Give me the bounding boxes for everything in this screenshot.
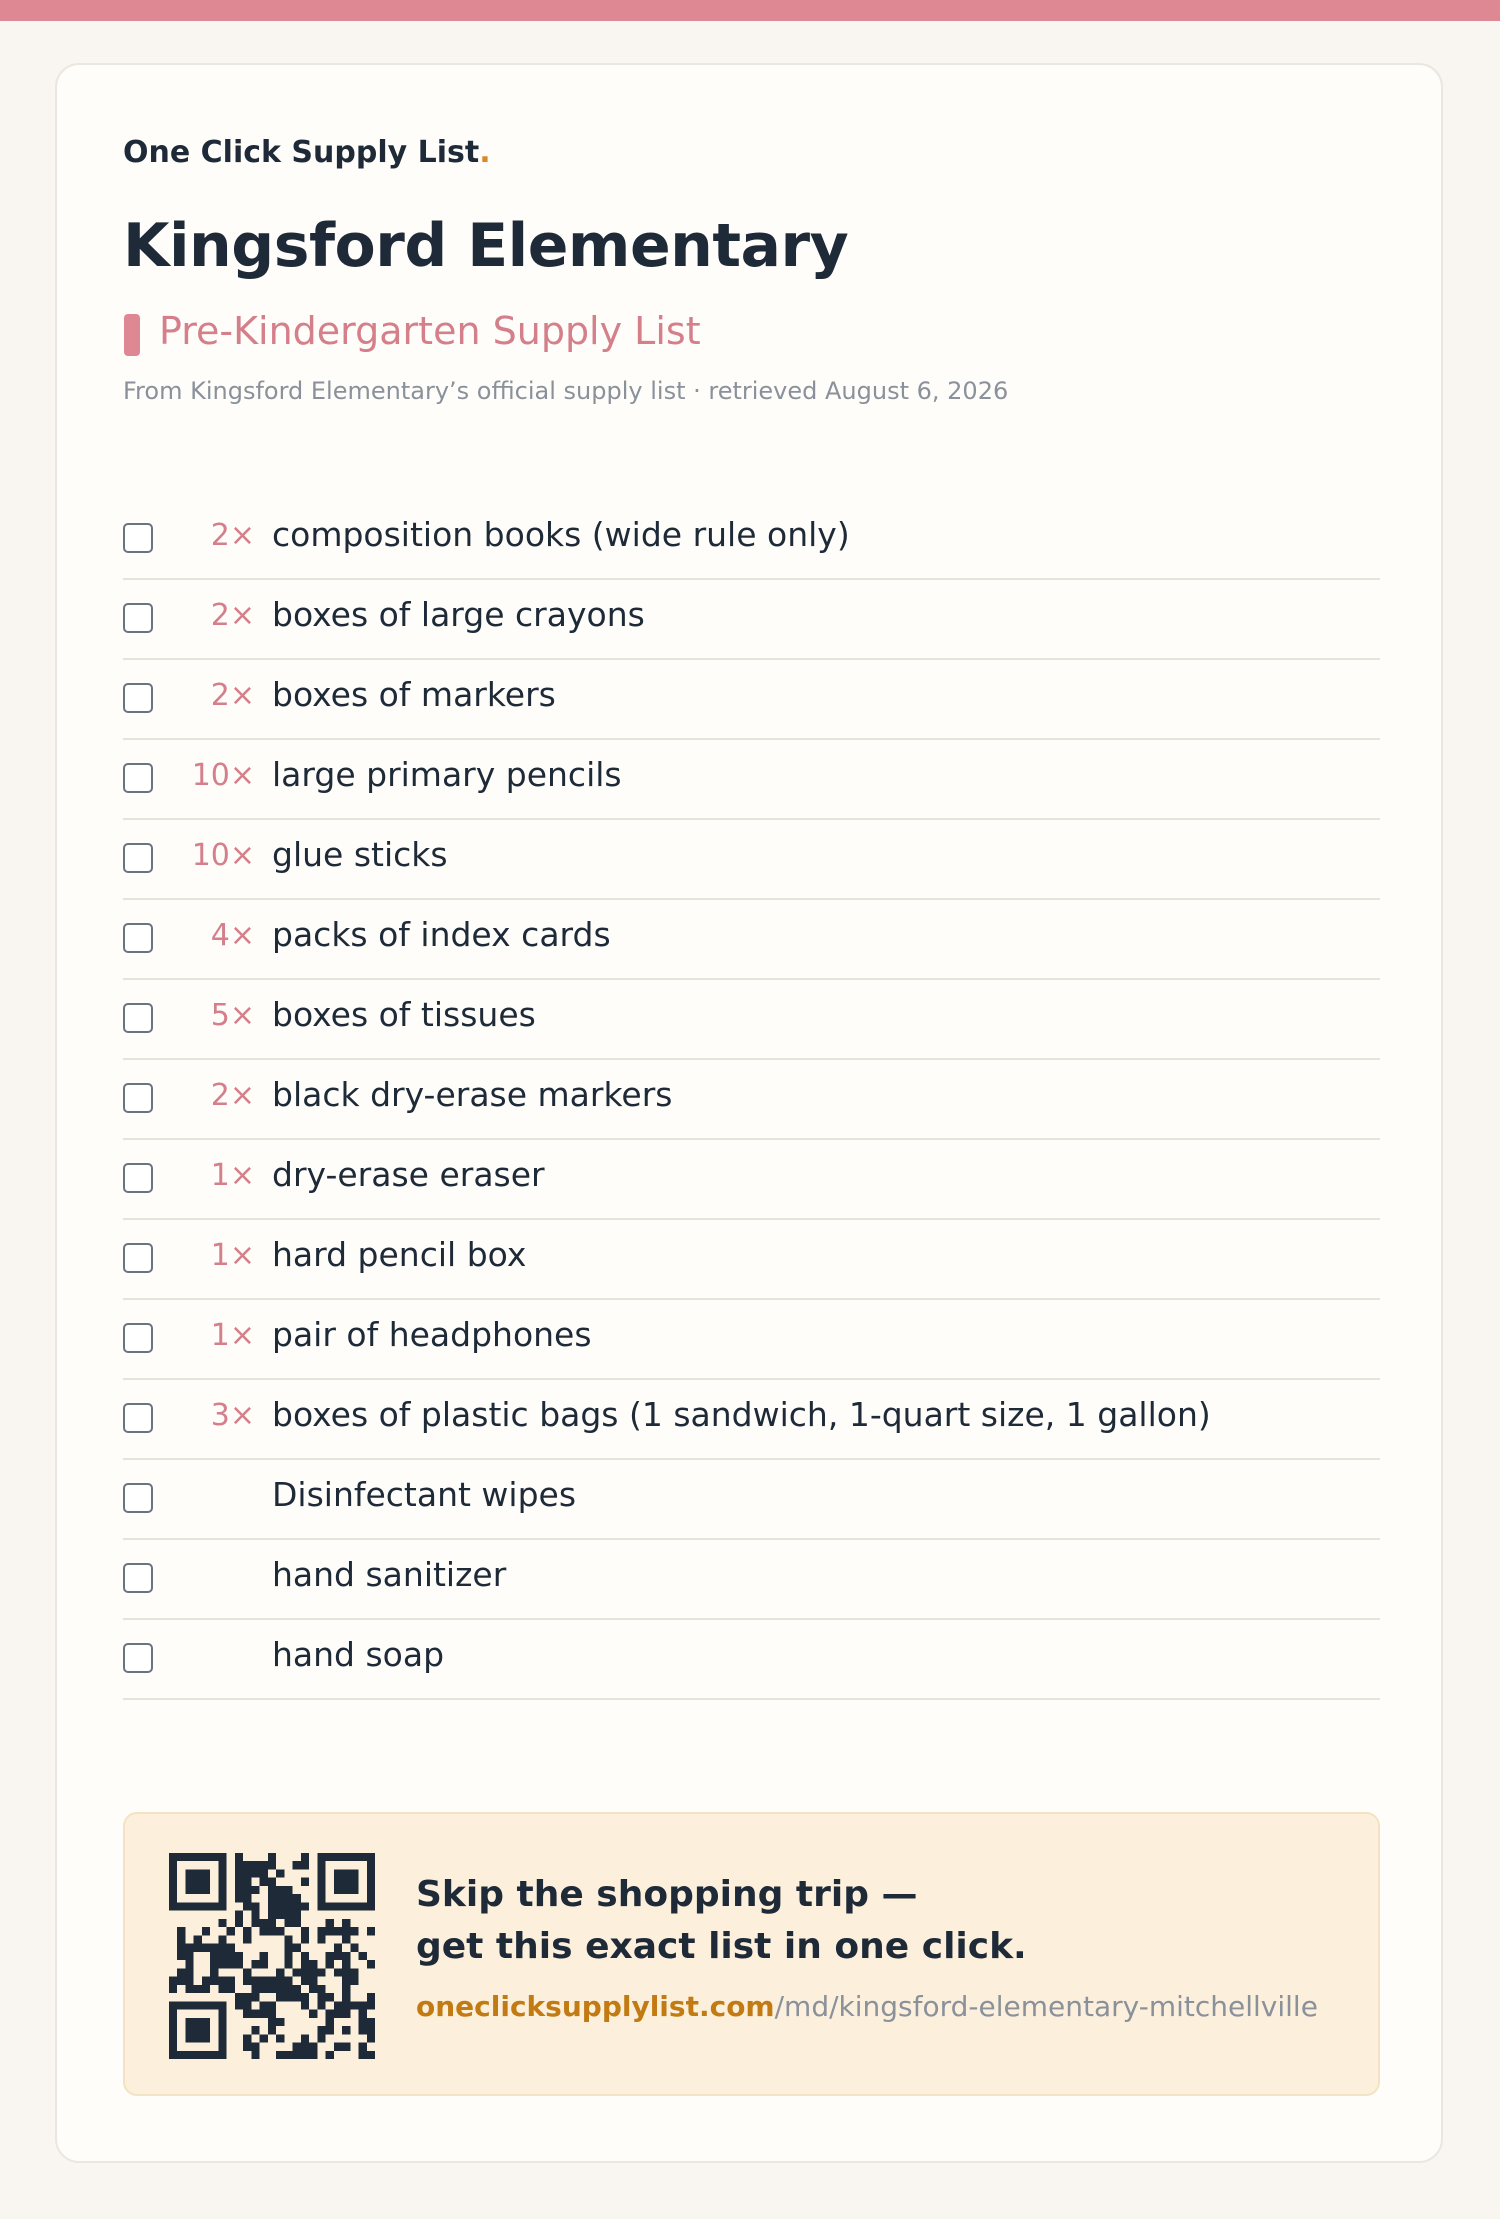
list-item [123,1060,1380,1140]
item-checkbox[interactable] [123,1403,153,1433]
list-item [123,900,1380,980]
item-name: Disinfectant wipes [272,1475,577,1514]
list-item [123,660,1380,740]
list-item [123,1220,1380,1300]
item-name: dry-erase eraser [272,1155,545,1194]
promo-link-domain[interactable]: oneclicksupplylist.com [416,1990,775,2023]
top-accent-bar [0,0,1500,21]
item-quantity: 1× [210,1158,255,1193]
qr-code-icon[interactable] [169,1853,375,2059]
promo-link-path[interactable]: /md/kingsford-elementary-mitchellville [774,1990,1318,2023]
item-name: boxes of markers [272,675,556,714]
promo-headline-line1: Skip the shopping trip — [416,1874,918,1915]
item-checkbox[interactable] [123,523,153,553]
supply-items-list [123,500,1380,1700]
item-name: hard pencil box [272,1235,527,1274]
list-item [123,980,1380,1060]
item-checkbox[interactable] [123,843,153,873]
item-quantity: 4× [210,918,255,953]
promo-banner [123,1812,1380,2096]
item-checkbox[interactable] [123,603,153,633]
list-item [123,1460,1380,1540]
list-item [123,1620,1380,1700]
list-item [123,500,1380,580]
list-item [123,740,1380,820]
school-name: Kingsford Elementary [123,211,849,281]
item-checkbox[interactable] [123,1003,153,1033]
item-checkbox[interactable] [123,1483,153,1513]
item-quantity: 1× [210,1318,255,1353]
item-quantity: 2× [210,518,255,553]
brand-logo[interactable]: One Click Supply List. [123,135,491,170]
item-name: composition books (wide rule only) [272,515,850,554]
item-name: boxes of large crayons [272,595,645,634]
list-item [123,820,1380,900]
list-item [123,1380,1380,1460]
item-checkbox[interactable] [123,1643,153,1673]
item-checkbox[interactable] [123,923,153,953]
item-quantity: 10× [191,758,255,793]
promo-headline-line2: get this exact list in one click. [416,1926,1027,1967]
item-checkbox[interactable] [123,683,153,713]
item-name: packs of index cards [272,915,611,954]
item-quantity: 2× [210,598,255,633]
item-checkbox[interactable] [123,1323,153,1353]
list-item [123,580,1380,660]
item-checkbox[interactable] [123,1243,153,1273]
item-name: hand soap [272,1635,445,1674]
item-name: pair of headphones [272,1315,592,1354]
promo-link[interactable] [416,1990,1318,2023]
item-quantity: 1× [210,1238,255,1273]
list-item [123,1140,1380,1220]
item-quantity: 2× [210,678,255,713]
item-quantity: 3× [210,1398,255,1433]
item-name: hand sanitizer [272,1555,507,1594]
item-checkbox[interactable] [123,1163,153,1193]
source-note: From Kingsford Elementary’s official supply list · retrieved August 6, 2026 [123,377,1009,405]
item-name: boxes of tissues [272,995,536,1034]
item-name: large primary pencils [272,755,622,794]
item-name: black dry-erase markers [272,1075,673,1114]
subtitle-accent-marker [124,314,140,356]
list-item [123,1300,1380,1380]
item-quantity: 2× [210,1078,255,1113]
item-name: boxes of plastic bags (1 sandwich, 1-quart size, 1 gallon) [272,1395,1211,1434]
item-checkbox[interactable] [123,1563,153,1593]
grade-list-title: Pre-Kindergarten Supply List [159,309,701,353]
item-quantity: 10× [191,838,255,873]
supply-list-card [55,63,1443,2163]
item-checkbox[interactable] [123,763,153,793]
item-checkbox[interactable] [123,1083,153,1113]
list-item [123,1540,1380,1620]
item-name: glue sticks [272,835,448,874]
item-quantity: 5× [210,998,255,1033]
